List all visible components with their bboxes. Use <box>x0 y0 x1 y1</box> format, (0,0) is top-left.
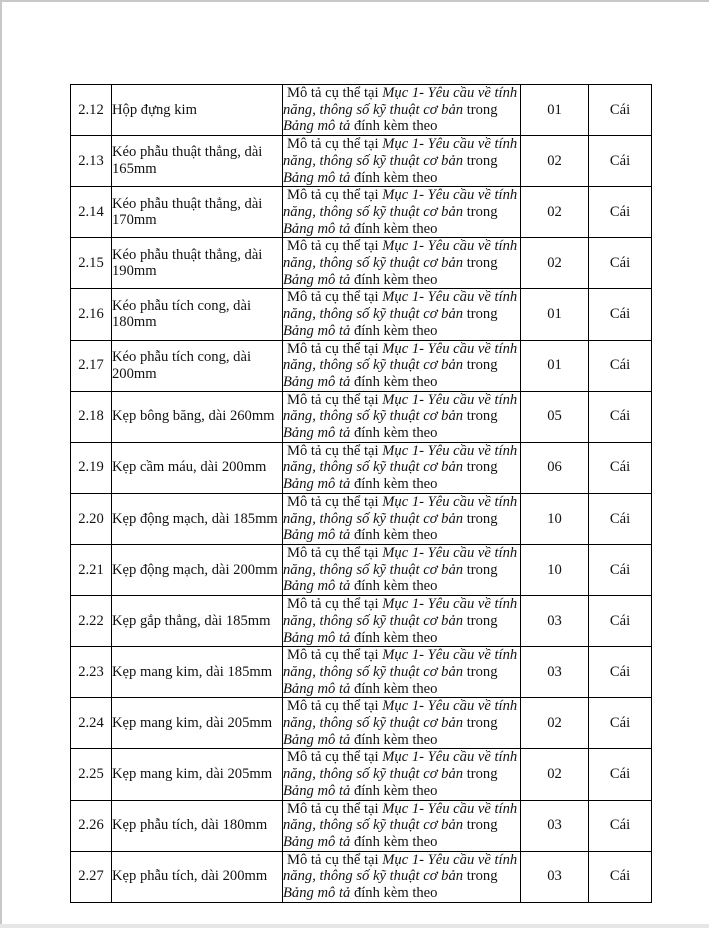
table-row <box>71 442 652 493</box>
description-line-2: năng, thông số kỹ thuật cơ bản trong <box>283 766 498 783</box>
description-line-1: Mô tả cụ thể tại Mục 1- Yêu cầu về tính <box>287 851 518 868</box>
item-name: Kéo phẫu tích cong, dài 180mm <box>112 289 283 340</box>
description-line-2: năng, thông số kỹ thuật cơ bản trong <box>283 663 498 680</box>
item-name: Kéo phẫu tích cong, dài 200mm <box>112 340 283 391</box>
description-line-3: Bảng mô tả đính kèm theo <box>283 578 438 595</box>
description-line-2: năng, thông số kỹ thuật cơ bản trong <box>283 459 498 476</box>
description-line-3: Bảng mô tả đính kèm theo <box>283 169 438 186</box>
item-description <box>283 238 521 289</box>
item-quantity: 03 <box>521 851 589 902</box>
description-line-3: Bảng mô tả đính kèm theo <box>283 629 438 646</box>
item-name: Kẹp gắp thẳng, dài 185mm <box>112 596 283 647</box>
description-line-3: Bảng mô tả đính kèm theo <box>283 731 438 748</box>
item-quantity: 03 <box>521 800 589 851</box>
item-name: Kẹp mang kim, dài 205mm <box>112 698 283 749</box>
description-line-2: năng, thông số kỹ thuật cơ bản trong <box>283 152 498 169</box>
item-number: 2.14 <box>71 187 112 238</box>
item-unit: Cái <box>589 289 652 340</box>
item-unit: Cái <box>589 647 652 698</box>
table-row <box>71 136 652 187</box>
item-description <box>283 596 521 647</box>
description-line-1: Mô tả cụ thể tại Mục 1- Yêu cầu về tính <box>287 749 518 766</box>
item-quantity: 10 <box>521 493 589 544</box>
item-name: Kẹp động mạch, dài 185mm <box>112 493 283 544</box>
item-quantity: 03 <box>521 647 589 698</box>
description-line-3: Bảng mô tả đính kèm theo <box>283 885 438 902</box>
item-description <box>283 442 521 493</box>
table-row <box>71 749 652 800</box>
item-unit: Cái <box>589 698 652 749</box>
description-line-1: Mô tả cụ thể tại Mục 1- Yêu cầu về tính <box>287 647 518 664</box>
table-row <box>71 698 652 749</box>
description-line-3: Bảng mô tả đính kèm theo <box>283 476 438 493</box>
description-line-1: Mô tả cụ thể tại Mục 1- Yêu cầu về tính <box>287 442 518 459</box>
item-description <box>283 85 521 136</box>
table-row <box>71 596 652 647</box>
item-unit: Cái <box>589 85 652 136</box>
item-number: 2.12 <box>71 85 112 136</box>
item-description <box>283 544 521 595</box>
table-row <box>71 544 652 595</box>
item-name: Kéo phẫu thuật thẳng, dài 165mm <box>112 136 283 187</box>
description-line-1: Mô tả cụ thể tại Mục 1- Yêu cầu về tính <box>287 187 518 204</box>
item-name: Kẹp bông băng, dài 260mm <box>112 391 283 442</box>
item-quantity: 02 <box>521 698 589 749</box>
description-line-2: năng, thông số kỹ thuật cơ bản trong <box>283 715 498 732</box>
description-line-3: Bảng mô tả đính kèm theo <box>283 680 438 697</box>
item-number: 2.22 <box>71 596 112 647</box>
item-description <box>283 698 521 749</box>
table-row <box>71 851 652 902</box>
equipment-table <box>70 84 652 903</box>
item-quantity: 01 <box>521 289 589 340</box>
item-description <box>283 136 521 187</box>
description-line-3: Bảng mô tả đính kèm theo <box>283 527 438 544</box>
description-line-1: Mô tả cụ thể tại Mục 1- Yêu cầu về tính <box>287 800 518 817</box>
item-number: 2.27 <box>71 851 112 902</box>
table-row <box>71 85 652 136</box>
description-line-2: năng, thông số kỹ thuật cơ bản trong <box>283 203 498 220</box>
description-line-2: năng, thông số kỹ thuật cơ bản trong <box>283 306 498 323</box>
item-quantity: 06 <box>521 442 589 493</box>
item-name: Kéo phẫu thuật thẳng, dài 190mm <box>112 238 283 289</box>
item-number: 2.21 <box>71 544 112 595</box>
table-row <box>71 238 652 289</box>
description-line-1: Mô tả cụ thể tại Mục 1- Yêu cầu về tính <box>287 544 518 561</box>
description-line-2: năng, thông số kỹ thuật cơ bản trong <box>283 255 498 272</box>
item-unit: Cái <box>589 749 652 800</box>
description-line-2: năng, thông số kỹ thuật cơ bản trong <box>283 868 498 885</box>
table-row <box>71 289 652 340</box>
description-line-3: Bảng mô tả đính kèm theo <box>283 271 438 288</box>
description-line-2: năng, thông số kỹ thuật cơ bản trong <box>283 357 498 374</box>
item-description <box>283 800 521 851</box>
table-row <box>71 187 652 238</box>
item-unit: Cái <box>589 800 652 851</box>
item-number: 2.24 <box>71 698 112 749</box>
description-line-3: Bảng mô tả đính kèm theo <box>283 833 438 850</box>
description-line-2: năng, thông số kỹ thuật cơ bản trong <box>283 612 498 629</box>
item-quantity: 03 <box>521 596 589 647</box>
description-line-2: năng, thông số kỹ thuật cơ bản trong <box>283 561 498 578</box>
description-line-3: Bảng mô tả đính kèm theo <box>283 220 438 237</box>
item-description <box>283 851 521 902</box>
description-line-1: Mô tả cụ thể tại Mục 1- Yêu cầu về tính <box>287 493 518 510</box>
description-line-3: Bảng mô tả đính kèm theo <box>283 425 438 442</box>
item-unit: Cái <box>589 136 652 187</box>
table-row <box>71 340 652 391</box>
item-quantity: 01 <box>521 340 589 391</box>
item-unit: Cái <box>589 340 652 391</box>
item-name: Kẹp phẫu tích, dài 180mm <box>112 800 283 851</box>
item-quantity: 02 <box>521 749 589 800</box>
item-number: 2.19 <box>71 442 112 493</box>
description-line-2: năng, thông số kỹ thuật cơ bản trong <box>283 510 498 527</box>
description-line-1: Mô tả cụ thể tại Mục 1- Yêu cầu về tính <box>287 596 518 613</box>
item-number: 2.17 <box>71 340 112 391</box>
description-line-2: năng, thông số kỹ thuật cơ bản trong <box>283 408 498 425</box>
item-number: 2.13 <box>71 136 112 187</box>
item-quantity: 10 <box>521 544 589 595</box>
item-name: Kẹp phẫu tích, dài 200mm <box>112 851 283 902</box>
description-line-3: Bảng mô tả đính kèm theo <box>283 118 438 135</box>
item-name: Hộp đựng kim <box>112 85 283 136</box>
item-unit: Cái <box>589 442 652 493</box>
item-number: 2.26 <box>71 800 112 851</box>
item-number: 2.16 <box>71 289 112 340</box>
item-description <box>283 340 521 391</box>
description-line-3: Bảng mô tả đính kèm theo <box>283 373 438 390</box>
item-quantity: 05 <box>521 391 589 442</box>
description-line-1: Mô tả cụ thể tại Mục 1- Yêu cầu về tính <box>287 391 518 408</box>
description-line-1: Mô tả cụ thể tại Mục 1- Yêu cầu về tính <box>287 698 518 715</box>
item-quantity: 02 <box>521 136 589 187</box>
item-description <box>283 187 521 238</box>
item-number: 2.25 <box>71 749 112 800</box>
item-description <box>283 493 521 544</box>
table-row <box>71 647 652 698</box>
description-line-3: Bảng mô tả đính kèm theo <box>283 322 438 339</box>
item-description <box>283 289 521 340</box>
item-unit: Cái <box>589 493 652 544</box>
description-line-2: năng, thông số kỹ thuật cơ bản trong <box>283 101 498 118</box>
item-name: Kẹp mang kim, dài 185mm <box>112 647 283 698</box>
item-number: 2.23 <box>71 647 112 698</box>
description-line-1: Mô tả cụ thể tại Mục 1- Yêu cầu về tính <box>287 289 518 306</box>
item-unit: Cái <box>589 544 652 595</box>
item-name: Kẹp cầm máu, dài 200mm <box>112 442 283 493</box>
description-line-1: Mô tả cụ thể tại Mục 1- Yêu cầu về tính <box>287 136 518 153</box>
item-quantity: 01 <box>521 85 589 136</box>
item-unit: Cái <box>589 238 652 289</box>
item-number: 2.20 <box>71 493 112 544</box>
table-row <box>71 391 652 442</box>
item-quantity: 02 <box>521 238 589 289</box>
item-quantity: 02 <box>521 187 589 238</box>
table-row <box>71 493 652 544</box>
item-unit: Cái <box>589 596 652 647</box>
item-name: Kéo phẫu thuật thẳng, dài 170mm <box>112 187 283 238</box>
description-line-1: Mô tả cụ thể tại Mục 1- Yêu cầu về tính <box>287 340 518 357</box>
item-description <box>283 749 521 800</box>
table-row <box>71 800 652 851</box>
item-description <box>283 647 521 698</box>
description-line-1: Mô tả cụ thể tại Mục 1- Yêu cầu về tính <box>287 85 518 101</box>
item-unit: Cái <box>589 851 652 902</box>
equipment-table-body <box>71 85 652 903</box>
item-name: Kẹp mang kim, dài 205mm <box>112 749 283 800</box>
description-line-1: Mô tả cụ thể tại Mục 1- Yêu cầu về tính <box>287 238 518 255</box>
item-number: 2.15 <box>71 238 112 289</box>
item-description <box>283 391 521 442</box>
item-name: Kẹp động mạch, dài 200mm <box>112 544 283 595</box>
item-unit: Cái <box>589 391 652 442</box>
description-line-3: Bảng mô tả đính kèm theo <box>283 782 438 799</box>
item-unit: Cái <box>589 187 652 238</box>
description-line-2: năng, thông số kỹ thuật cơ bản trong <box>283 817 498 834</box>
item-number: 2.18 <box>71 391 112 442</box>
